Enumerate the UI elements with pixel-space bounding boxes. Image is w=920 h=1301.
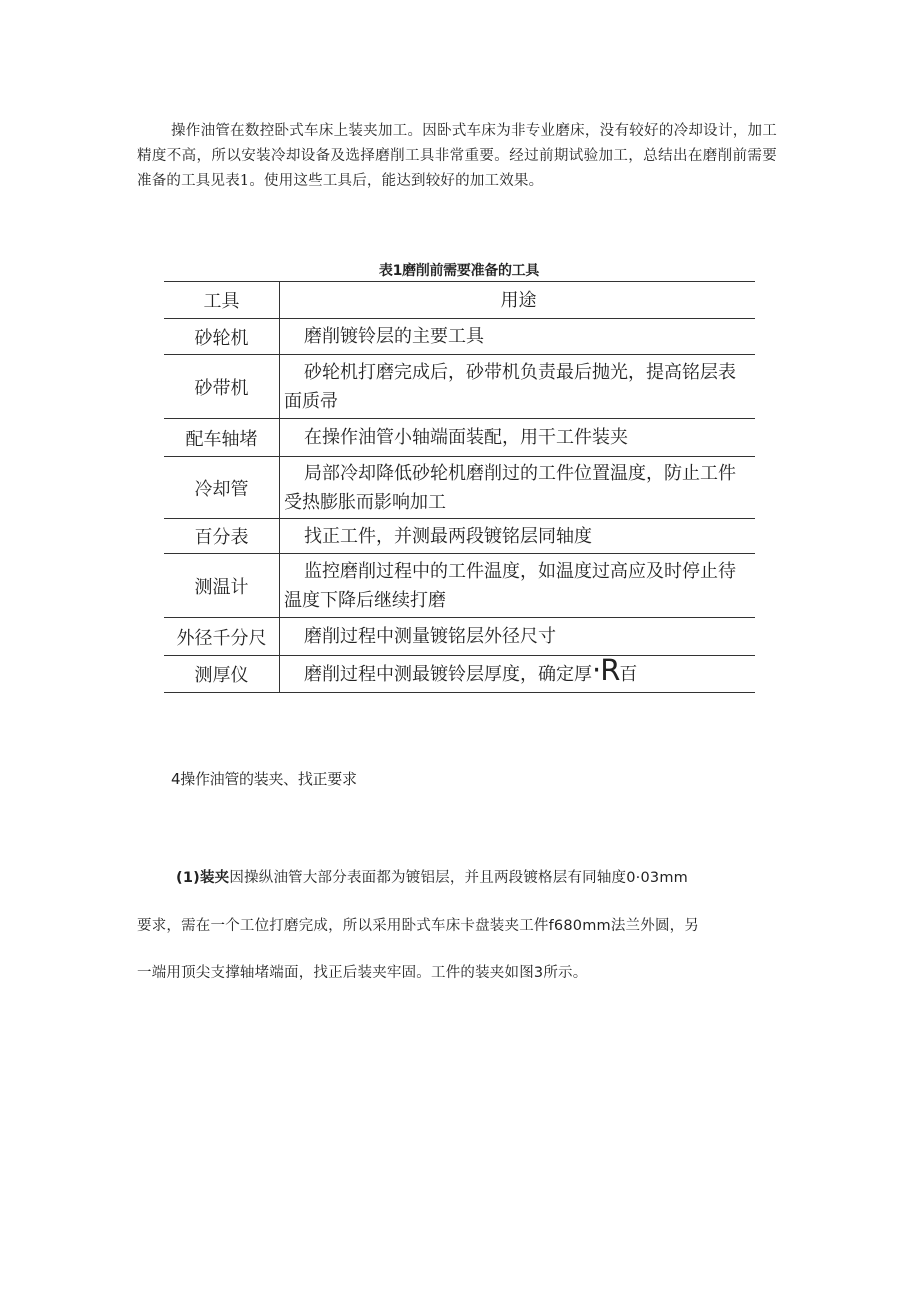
tool-cell: 测厚仪 — [164, 656, 280, 693]
figure-number: 3 — [533, 965, 544, 981]
tools-table — [164, 281, 755, 693]
stray-mark: ·R — [592, 652, 620, 687]
table-header-row — [164, 282, 755, 319]
table-caption: 表1磨削前需要准备的工具 — [378, 263, 540, 279]
tool-cell: 砂轮机 — [164, 319, 280, 355]
paragraph-line-1 — [176, 866, 816, 887]
use-cell — [280, 652, 756, 693]
use-cell: 监控磨削过程中的工件温度，如温度过高应及时停止待温度下降后继续打磨 — [280, 554, 756, 618]
use-tail: 百 — [619, 663, 638, 685]
tool-cell: 测温计 — [164, 554, 280, 618]
paragraph-line-2 — [137, 914, 777, 935]
use-cell: 局部冷却降低砂轮机磨削过的工件位置温度，防止工件受热膨胀而影响加工 — [280, 457, 756, 519]
line-1-text: 因操纵油管大部分表面都为镀铝层，并且两段镀格层有同轴度 — [229, 870, 627, 886]
tool-cell: 外径千分尺 — [164, 618, 280, 656]
coaxiality-value: 0·03mm — [626, 870, 688, 886]
use-cell: 找正工件，并测最两段镀铭层同轴度 — [280, 519, 756, 554]
table-row — [164, 656, 755, 693]
tool-cell: 冷却管 — [164, 457, 280, 519]
table-row — [164, 618, 755, 656]
use-cell: 砂轮机打磨完成后，砂带机负责最后抛光，提高铭层表面质帚 — [280, 355, 756, 419]
tool-cell: 砂带机 — [164, 355, 280, 419]
section-heading: 4操作油管的装夹、找正要求 — [171, 770, 357, 788]
line-2-text-a: 要求，需在一个工位打磨完成，所以采用卧式车床卡盘装夹工件 — [137, 918, 549, 934]
clamping-label: (1)装夹 — [176, 870, 230, 886]
table-row — [164, 319, 755, 355]
table-row — [164, 519, 755, 554]
table-row — [164, 457, 755, 519]
line-3-text-a: 一端用顶尖支撑轴堵端面，找正后装夹牢固。工件的装夹如图 — [137, 965, 534, 981]
use-cell: 磨削镀铃层的主要工具 — [280, 319, 756, 355]
tool-cell: 百分表 — [164, 519, 280, 554]
table-row — [164, 554, 755, 618]
use-cell: 磨削过程中测量镀铭层外径尺寸 — [280, 618, 756, 656]
line-3-text-b: 所示。 — [543, 965, 588, 981]
paragraph-line-3 — [137, 961, 777, 982]
use-cell: 在操作油管小轴端面装配，用干工件装夹 — [280, 419, 756, 457]
line-2-text-b: 法兰外圆，另 — [610, 918, 700, 934]
table-row — [164, 419, 755, 457]
flange-diameter-value: f680mm — [548, 918, 611, 934]
tool-cell: 配车轴堵 — [164, 419, 280, 457]
header-tool: 工具 — [164, 282, 280, 319]
header-use: 用途 — [280, 282, 756, 319]
intro-paragraph: 操作油管在数控卧式车床上装夹加工。因卧式车床为非专业磨床，没有较好的冷却设计，加工精度不高，所以安装冷却设备及选择磨削工具非常重要。经过前期试验加工，总结出在磨削前需要准备的工具见表1。使用这些工具后，能达到较好的加工效果。 — [137, 123, 777, 189]
table-row — [164, 355, 755, 419]
use-text: 磨削过程中测最镀铃层厚度，确定厚 — [304, 663, 592, 685]
